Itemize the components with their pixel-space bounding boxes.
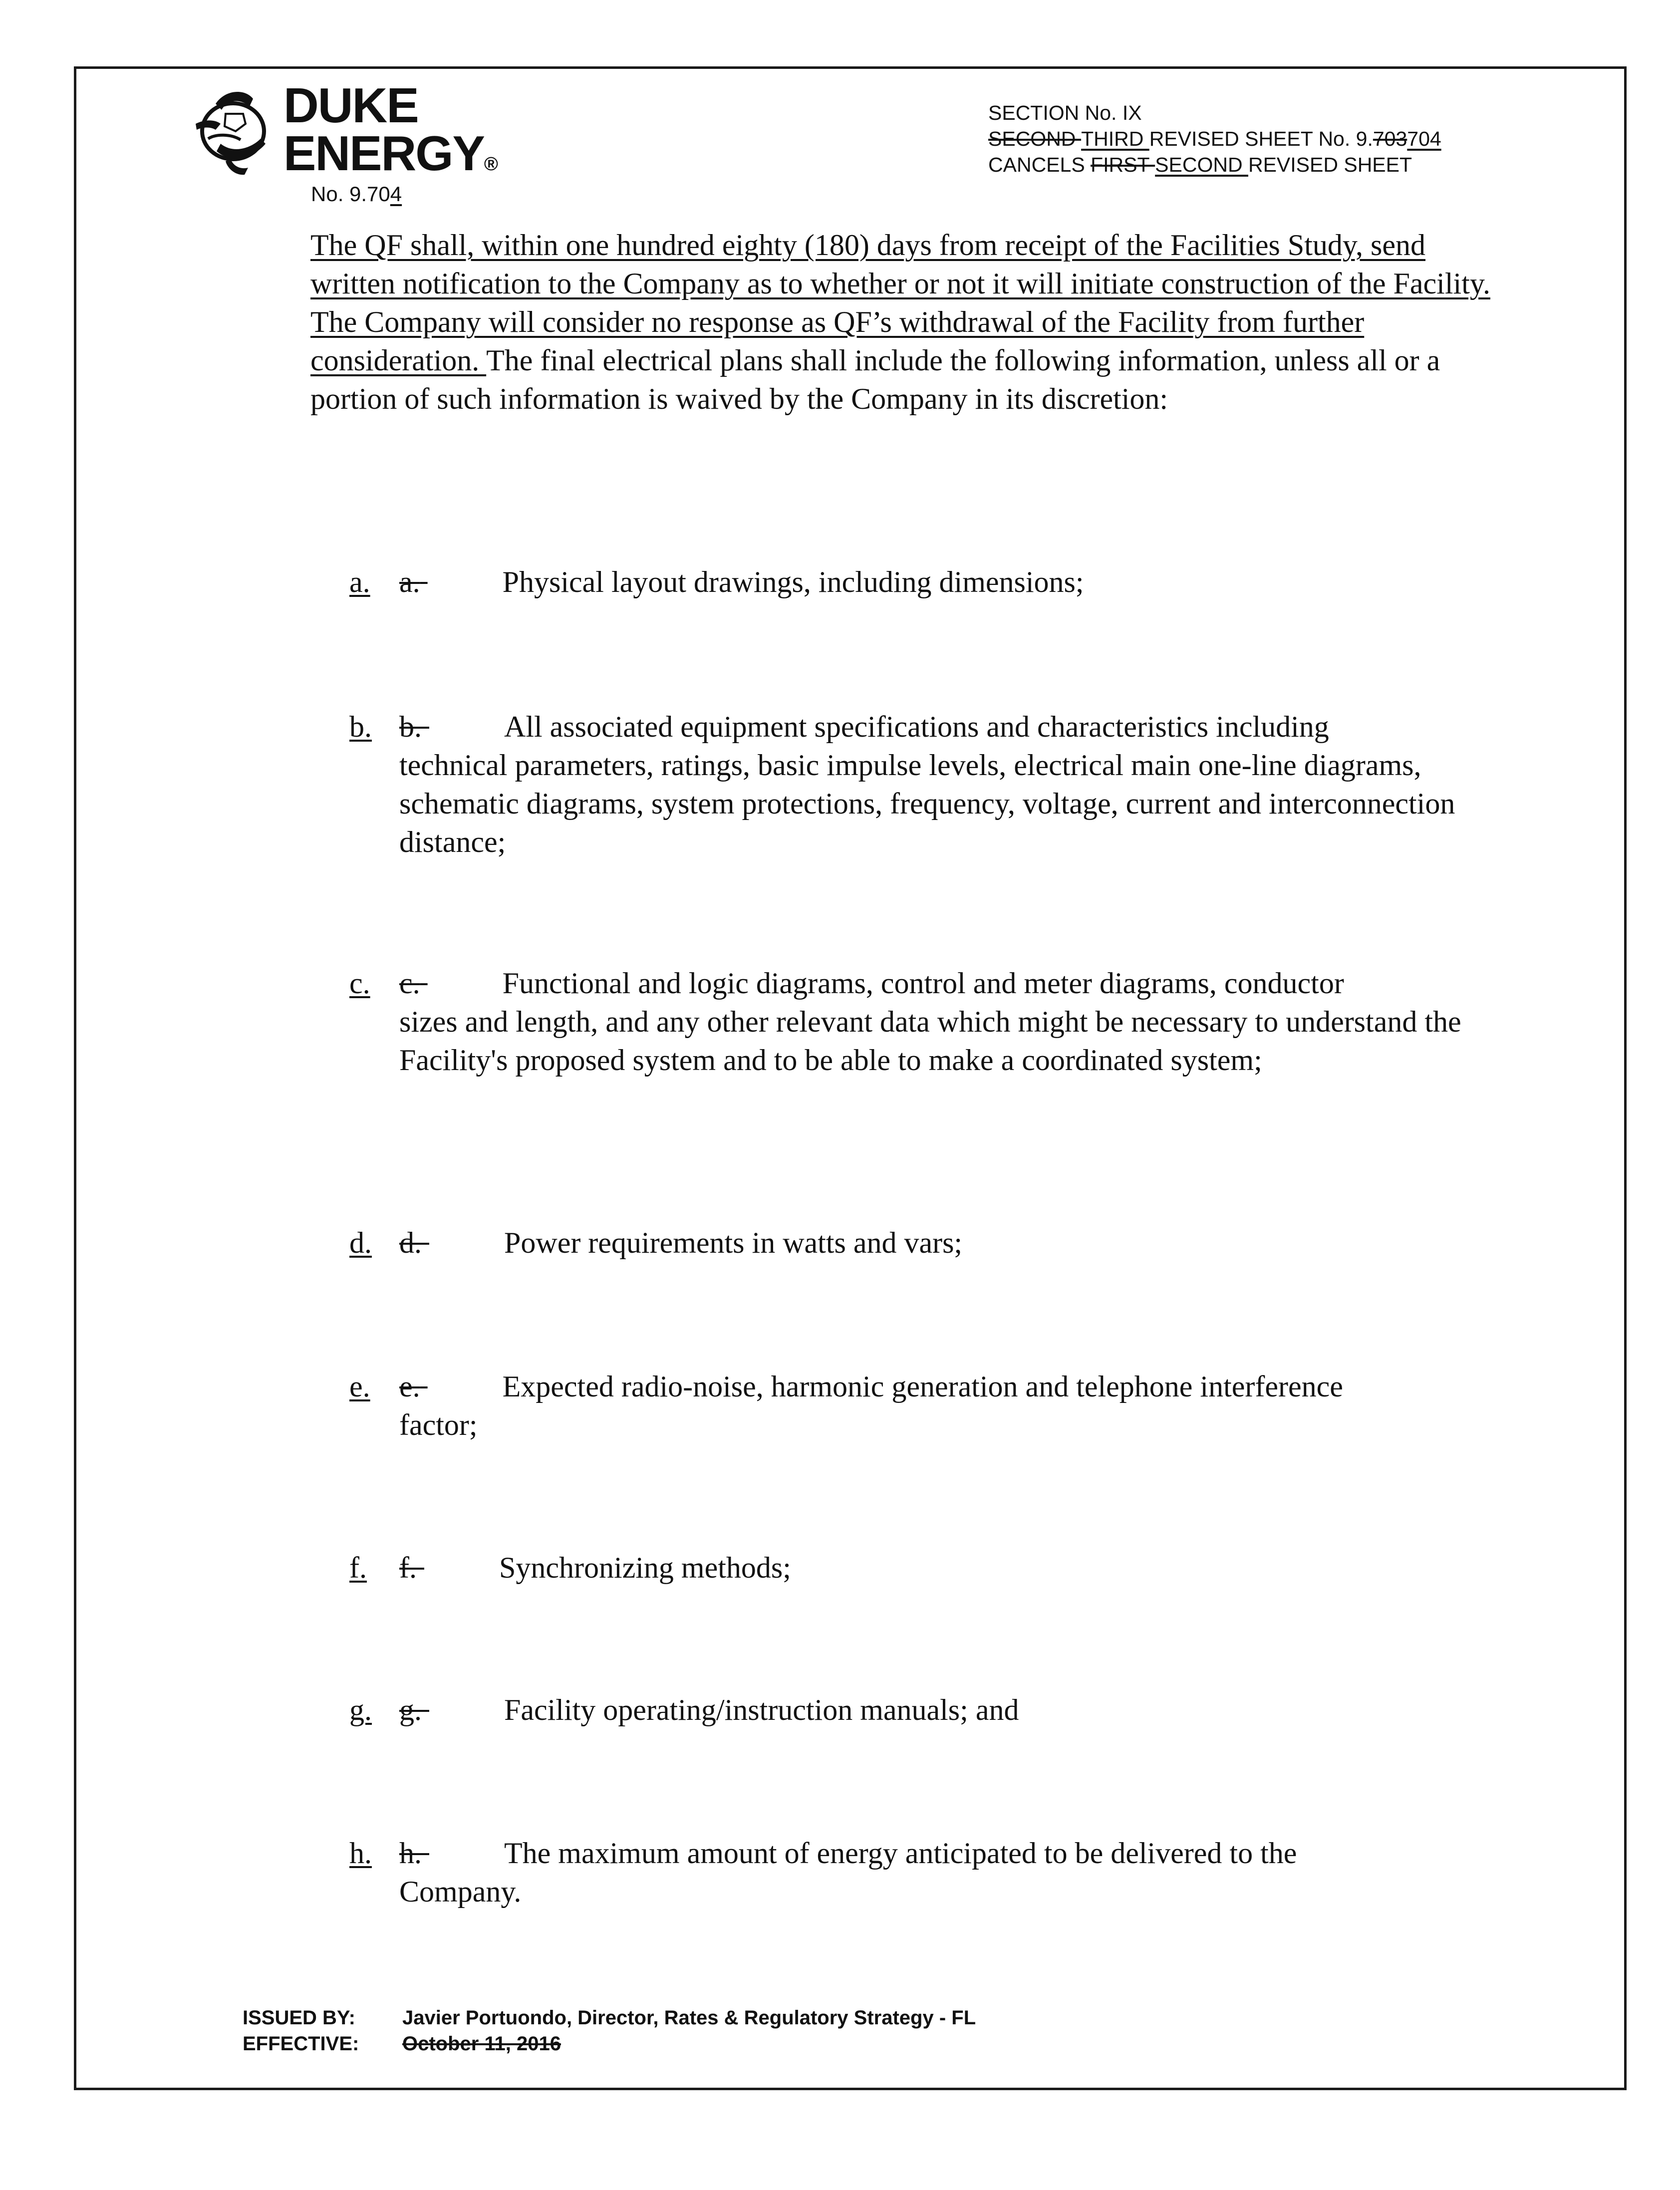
intro-inserted-text: The QF shall, within one hundred eighty (180) days from receipt of the Facilities Study, send written notification to the Company as to whether or not it will initiate construction of the Facility. The Company will consider no response as QF’s withdrawal of the Facility from further consideration.	[310, 229, 1490, 377]
sheet-number-inserted: 704	[1407, 127, 1441, 150]
list-item-h	[349, 1834, 1517, 1911]
tab-leader	[422, 1224, 504, 1262]
item-new-label: d.	[349, 1226, 372, 1259]
revised-inserted: THIRD	[1081, 127, 1149, 150]
item-new-label: c.	[349, 967, 370, 1000]
item-continuation: Company.	[399, 1875, 522, 1908]
list-item-g	[349, 1691, 1517, 1729]
list-item-e	[349, 1368, 1517, 1444]
revised-sheet-line	[988, 126, 1441, 152]
logo-text-duke: DUKE	[283, 78, 418, 133]
list-item-c	[349, 964, 1517, 1080]
item-old-label: g.	[399, 1693, 422, 1726]
item-text: Functional and logic diagrams, control and meter diagrams, conductor	[502, 967, 1344, 1000]
list-item-first-line	[349, 1368, 1517, 1406]
item-old-label: d.	[399, 1226, 422, 1259]
list-item-first-line	[349, 1549, 1517, 1587]
item-continuation: technical parameters, ratings, basic impulse levels, electrical main one-line diagrams, schematic diagrams, system protections, frequency, voltage, current and interconnection distance;	[399, 749, 1455, 858]
logo-sheet-number	[311, 184, 402, 205]
list-item-b	[349, 708, 1517, 861]
intro-remaining-text: The final electrical plans shall include the following information, unless all or a portion of such information is waived by the Company in its discretion:	[310, 344, 1440, 415]
issued-by-line	[243, 2005, 976, 2031]
tab-leader	[422, 1834, 504, 1873]
list-item-first-line	[349, 1691, 1517, 1729]
list-item-first-line	[349, 964, 1517, 1003]
item-new-label: f.	[349, 1551, 367, 1584]
registered-mark: ®	[484, 154, 497, 175]
item-text: All associated equipment specifications and characteristics including	[504, 710, 1329, 743]
cancels-label: CANCELS	[988, 153, 1091, 176]
list-item-a	[349, 563, 1517, 601]
item-text: Facility operating/instruction manuals; and	[504, 1693, 1019, 1726]
logo-text-energy-word: ENERGY	[283, 126, 484, 181]
footer	[243, 2005, 976, 2057]
item-old-label: e.	[399, 1370, 420, 1403]
tab-leader	[422, 708, 504, 746]
item-old-label: f.	[399, 1551, 417, 1584]
item-new-label: a.	[349, 565, 370, 598]
duke-energy-logo	[186, 75, 497, 206]
item-old-label: a.	[399, 565, 420, 598]
sheet-number-struck: 703	[1373, 127, 1407, 150]
item-text: Expected radio-noise, harmonic generation and telephone interference	[502, 1370, 1343, 1403]
effective-line	[243, 2031, 976, 2057]
item-text: Power requirements in watts and vars;	[504, 1226, 963, 1259]
duke-energy-emblem-icon	[186, 84, 280, 179]
list-item-first-line	[349, 1224, 1517, 1262]
intro-paragraph	[310, 226, 1503, 418]
item-old-label: b.	[399, 710, 422, 743]
list-item-d	[349, 1224, 1517, 1262]
cancels-inserted: SECOND	[1155, 153, 1248, 176]
item-new-label: b.	[349, 710, 372, 743]
tab-leader	[417, 1549, 499, 1587]
logo-sheet-number-inserted: 4	[390, 182, 402, 206]
item-new-label: e.	[349, 1370, 370, 1403]
item-old-label: c.	[399, 967, 420, 1000]
revised-struck: SECOND	[988, 127, 1082, 150]
effective-label: EFFECTIVE:	[243, 2033, 359, 2055]
cancels-line	[988, 152, 1441, 178]
item-old-label: h.	[399, 1837, 422, 1870]
tab-leader	[422, 1691, 504, 1729]
list-item-first-line	[349, 1834, 1517, 1873]
item-continuation: factor;	[399, 1408, 478, 1441]
list-item-f	[349, 1549, 1517, 1587]
tab-leader	[420, 563, 503, 601]
sheet-header	[988, 100, 1441, 178]
effective-date-struck: October 11, 2016	[402, 2033, 561, 2055]
item-new-label: h.	[349, 1837, 372, 1870]
logo-sheet-number-prefix: No. 9.70	[311, 182, 390, 206]
item-text: The maximum amount of energy anticipated to be delivered to the	[504, 1837, 1297, 1870]
cancels-struck: FIRST	[1091, 153, 1155, 176]
cancels-rest: REVISED SHEET	[1248, 153, 1412, 176]
list-item-first-line	[349, 563, 1517, 601]
tab-leader	[420, 964, 503, 1003]
logo-text-energy	[283, 126, 497, 181]
item-text: Synchronizing methods;	[499, 1551, 791, 1584]
item-text: Physical layout drawings, including dimensions;	[502, 565, 1084, 598]
tab-leader	[420, 1368, 503, 1406]
issued-by-label: ISSUED BY:	[243, 2007, 355, 2029]
item-new-label: g.	[349, 1693, 372, 1726]
revised-rest: REVISED SHEET No. 9.	[1149, 127, 1373, 150]
list-item-first-line	[349, 708, 1517, 746]
item-continuation: sizes and length, and any other relevant data which might be necessary to understand the Facility's proposed system and to be able to make a coordinated system;	[399, 1005, 1461, 1077]
issued-by-value: Javier Portuondo, Director, Rates & Regulatory Strategy - FL	[402, 2007, 976, 2029]
section-line: SECTION No. IX	[988, 101, 1142, 124]
